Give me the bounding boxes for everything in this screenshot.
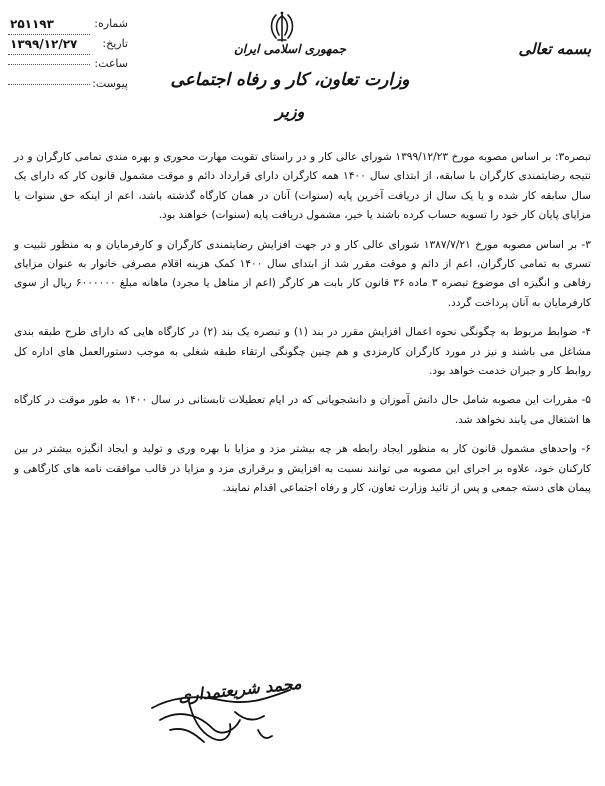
time-row — [8, 54, 128, 74]
paragraph-clause-3: ۳- بر اساس مصوبه مورخ ۱۳۸۷/۷/۲۱ شورای عالی کار و در جهت افزایش رضایتمندی کارگران و کارفرمایان و به منظور تثبیت و تسری به تمامی کارگران، اعم از دائم و موقت مقرر شد از ابتدای سال ۱۴۰۰ کمک هزینه اقلام مصرفی خانوار به عنوان مزایای رفاهی و انگیزه ای موضوع تبصره ۳ ماده ۳۶ قانون کار بابت هر کارگر (اعم از متاهل یا مجرد) ماهانه مبلغ ۶۰۰۰۰۰۰ ریال از سوی کارفرمایان به آنان پرداخت گردد. — [14, 238, 591, 309]
iran-emblem-icon — [266, 10, 298, 44]
date-label: تاریخ: — [102, 37, 128, 50]
besmellah-heading: بسمه تعالی — [518, 40, 591, 58]
paragraph-clause-5: ۵- مقررات این مصوبه شامل حال دانش آموزان و دانشجویانی که در ایام تعطیلات تابستانی در سال ۱۴۰۰ به طور موقت در کارگاه ها اشتغال می یابند نخواهد شد. — [14, 394, 591, 426]
paragraph-clause-6: ۶- واحدهای مشمول قانون کار به منظور ایجاد رابطه هر چه بیشتر مزد و مزایا با بهره وری و تولید و ایجاد انگیزه بیشتر در بین کارکنان خود، علاوه بر اجرای این مصوبه می توانند نسبت به افزایش و برقراری مزد و مزایا در قالب موافقت نامه های کارگاهی و پیمان های دسته جمعی و پس از تائید وزارت تعاون، کار و رفاه اجتماعی اقدام نمایند. — [14, 443, 591, 495]
paragraph-clause-4: ۴- ضوابط مربوط به چگونگی نحوه اعمال افزایش مقرر در بند (۱) و تبصره یک بند (۲) در کارگاه هایی که دارای طرح طبقه بندی مشاغل می باشند و نیز در مورد کارگران کارمزدی و هم چنین چگونگی ارتقاء طبقه شغلی به موجب دستورالعمل های اداره کل روابط کار و جبران خدمت خواهد بود. — [14, 326, 591, 378]
attachment-label: پیوست: — [92, 77, 128, 90]
number-row — [8, 14, 128, 34]
number-label: شماره: — [94, 17, 128, 30]
time-label: ساعت: — [94, 57, 128, 70]
minister-title: وزیر — [275, 102, 305, 121]
letter-body — [14, 148, 591, 509]
date-value: ۱۳۹۹/۱۲/۲۷ — [8, 34, 90, 55]
date-row — [8, 34, 128, 54]
paragraph-note-3: تبصره۳: بر اساس مصوبه مورخ ۱۳۹۹/۱۲/۲۳ شورای عالی کار و در راستای تقویت مهارت محوری و بهره مندی تمامی کارگران و در نتیجه رضایتمندی کارگران با سابقه، از ابتدای سال ۱۴۰۰ همه کارگران دارای قرارداد دائم و موقت مشمول قانون کار که دارای یک سال سابقه کار شده و یا یک سال از دریافت آخرین پایه (سنوات) آنان در همان کارگاه گذشته باشد، اعم از اینکه حق سنوات یا مزایای پایان کار خود را تسویه حساب کرده باشند یا خیر، مشمول دریافت پایه (سنوات) خواهند بود. — [14, 151, 591, 222]
republic-title: جمهوری اسلامی ایران — [233, 42, 347, 56]
attachment-value — [8, 84, 90, 85]
signature-name: محمد شریعتمداری — [177, 673, 303, 706]
ministry-title: وزارت تعاون، کار و رفاه اجتماعی — [170, 70, 410, 90]
letter-metadata — [8, 14, 128, 94]
time-value — [8, 64, 90, 65]
number-value: ۲۵۱۱۹۳ — [8, 14, 90, 35]
attachment-row — [8, 74, 128, 94]
